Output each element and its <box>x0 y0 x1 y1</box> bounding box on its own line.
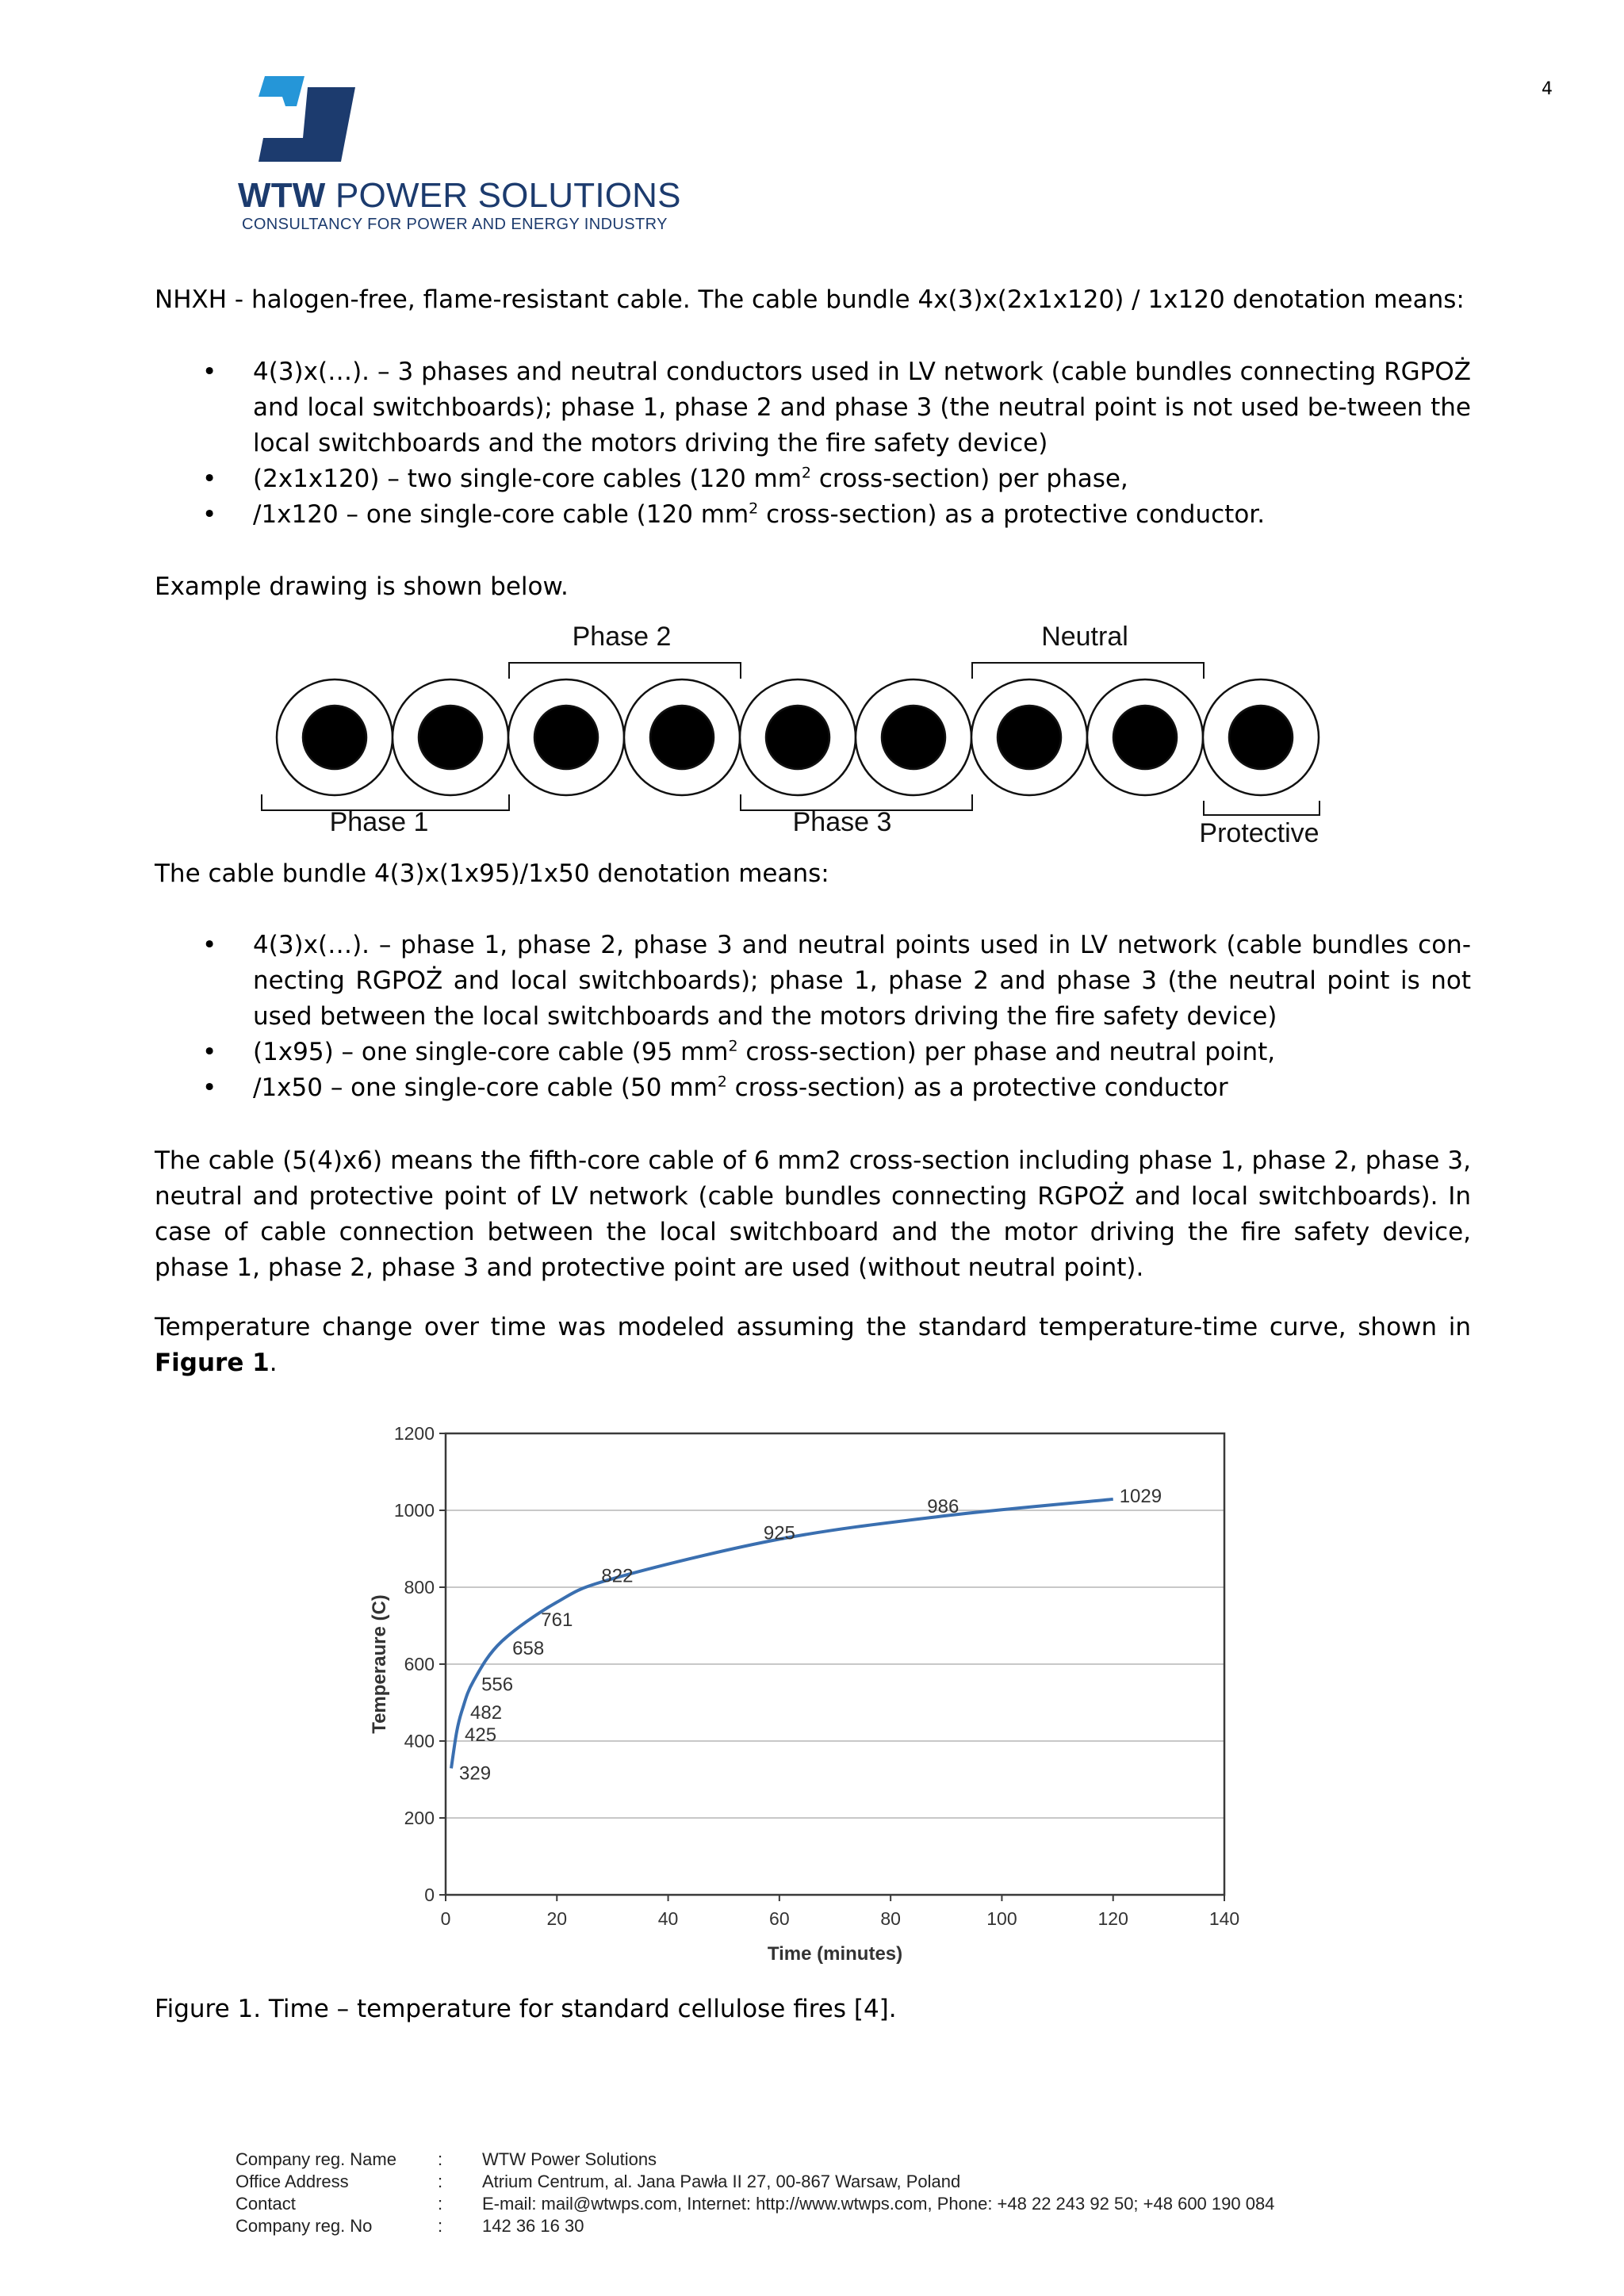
company-tagline: CONSULTANCY FOR POWER AND ENERGY INDUSTRY <box>242 216 668 233</box>
section1-intro: NHXH - halogen-free, flame-resistant cable. The cable bundle 4x(3)x(2x1x120) / 1x120 denotation means: <box>155 285 1465 314</box>
x-tick-label: 20 <box>546 1908 568 1929</box>
label-neutral: Neutral <box>1041 622 1128 652</box>
y-tick-label: 400 <box>404 1731 435 1751</box>
data-label: 925 <box>763 1522 795 1544</box>
list-item: • /1x120 – one single-core cable (120 $mm^2$ cross-section) as a protective conductor. <box>155 497 1471 533</box>
company-name: WTW POWER SOLUTIONS <box>238 176 681 215</box>
y-tick-label: 0 <box>424 1885 435 1905</box>
data-label: 658 <box>512 1637 545 1659</box>
footer <box>236 2149 1274 2237</box>
bracket-protective <box>1204 801 1320 815</box>
temperature-time-chart <box>365 1413 1269 1968</box>
list-item: • (1x95) – one single-core cable (95 $mm^2$ cross-section) per phase and neutral point, <box>155 1035 1471 1070</box>
list-item: • (2x1x120) – two single-core cables (120 $mm^2$ cross-section) per phase, <box>155 461 1471 497</box>
bracket-phase2 <box>509 663 741 679</box>
list-item: • 4(3)x(…). – phase 1, phase 2, phase 3 and neutral points used in LV network (cable bundles con-necting RGPOŻ and local switchboards); phase 1, phase 2 and phase 3 (the neutral point is not used between the local switchboards and the motors driving the fire safety device) <box>155 928 1471 1035</box>
y-tick-label: 600 <box>404 1654 435 1674</box>
list-item: • /1x50 – one single-core cable (50 $mm^2$ cross-section) as a protective conductor <box>155 1070 1471 1106</box>
y-axis-label: Temperaure (C) <box>369 1594 390 1734</box>
section2-intro: The cable bundle 4(3)x(1x95)/1x50 denotation means: <box>155 859 829 888</box>
x-tick-label: 40 <box>657 1908 679 1929</box>
y-tick-label: 800 <box>404 1577 435 1598</box>
label-phase3: Phase 3 <box>792 807 892 837</box>
data-label: 822 <box>601 1565 634 1587</box>
x-axis-label: Time (minutes) <box>767 1943 903 1965</box>
x-tick-label: 80 <box>880 1908 901 1929</box>
data-label: 986 <box>927 1495 959 1517</box>
y-tick-label: 1000 <box>393 1500 435 1521</box>
bracket-neutral <box>972 663 1204 679</box>
x-tick-label: 120 <box>1097 1908 1128 1929</box>
x-tick-label: 140 <box>1208 1908 1240 1929</box>
data-label: 1029 <box>1119 1485 1162 1507</box>
y-tick-label: 1200 <box>393 1423 435 1444</box>
figure-caption: Figure 1. Time – temperature for standard cellulose fires [4]. <box>155 1995 897 2023</box>
x-tick-label: 60 <box>769 1908 790 1929</box>
label-phase1: Phase 1 <box>329 807 429 837</box>
footer-row: Office Address : Atrium Centrum, al. Jana Pawła II 27, 00-867 Warsaw, Poland <box>236 2172 961 2191</box>
cable-bundle-diagram <box>238 610 1348 864</box>
cable-5x6-paragraph: The cable (5(4)x6) means the fifth-core cable of 6 mm2 cross-section including phase 1, phase 2, phase 3, neutral and protective point of LV network (cable bundles connecting RGPOŻ and local switchboards). In case of cable connection between the local switchboard and the motor driving the fire safety device, phase 1, phase 2, phase 3 and protective point are used (without neutral point). <box>155 1146 1471 1282</box>
data-label: 482 <box>470 1702 503 1724</box>
y-tick-label: 200 <box>404 1808 435 1828</box>
x-tick-label: 100 <box>986 1908 1017 1929</box>
company-logo-icon <box>255 76 355 162</box>
temperature-paragraph: Temperature change over time was modeled assuming the standard temperature-time curve, shown in Figure 1. <box>155 1313 1471 1377</box>
page-number: 4 <box>1542 79 1553 99</box>
data-label: 425 <box>465 1724 497 1746</box>
footer-row: Company reg. No : 142 36 16 30 <box>236 2216 584 2236</box>
data-label: 556 <box>481 1674 514 1696</box>
data-label: 761 <box>541 1609 573 1631</box>
section1-list <box>155 354 1471 533</box>
section2-list <box>155 928 1471 1106</box>
footer-row: Company reg. Name : WTW Power Solutions <box>236 2149 657 2169</box>
example-text: Example drawing is shown below. <box>155 572 569 601</box>
label-phase2: Phase 2 <box>572 622 672 652</box>
label-protective: Protective <box>1199 818 1320 848</box>
data-label: 329 <box>459 1762 492 1785</box>
list-item: • 4(3)x(…). – 3 phases and neutral conductors used in LV network (cable bundles connecting RGPOŻ and local switchboards); phase 1, phase 2 and phase 3 (the neutral point is not used be-tween the local switchboards and the motors driving the fire safety device) <box>155 354 1471 461</box>
footer-row: Contact : E-mail: mail@wtwps.com, Internet: http://www.wtwps.com, Phone: +48 22 243 92 50; +48 600 190 084 <box>236 2194 1275 2214</box>
x-tick-label: 0 <box>440 1908 451 1929</box>
